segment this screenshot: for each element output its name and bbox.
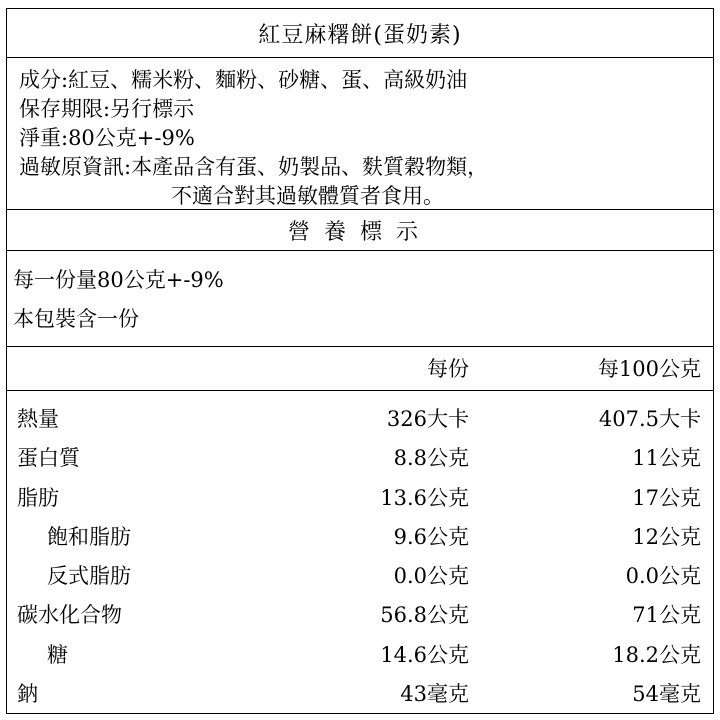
nutrient-name: 脂肪 (17, 485, 59, 510)
nutrition-heading: 營養標示 (7, 210, 713, 251)
nutrient-name: 反式脂肪 (47, 564, 131, 589)
shelf-life: 保存期限:另行標示 (19, 97, 195, 121)
per-100g-value: 0.0公克 (625, 564, 701, 589)
table-row (7, 521, 713, 560)
nutrition-table-header (7, 347, 713, 391)
table-row (7, 403, 713, 442)
serving-info (7, 251, 713, 347)
per-100g-value: 17公克 (632, 485, 701, 510)
per-100g-value: 18.2公克 (612, 642, 701, 667)
per-100g-value: 11公克 (632, 446, 701, 471)
servings-per-pack: 本包裝含一份 (13, 307, 139, 331)
nutrient-name: 熱量 (17, 407, 59, 431)
per-serving-value: 56.8公克 (380, 603, 469, 628)
nutrient-name: 鈉 (17, 682, 38, 707)
table-row (7, 639, 713, 678)
nutrition-table (7, 391, 713, 717)
product-title: 紅豆麻糬餅(蛋奶素) (7, 9, 713, 58)
nutrition-label (6, 8, 714, 714)
nutrient-name: 飽和脂肪 (47, 524, 131, 549)
nutrient-name: 蛋白質 (17, 446, 80, 471)
table-row (7, 678, 713, 717)
per-100g-value: 12公克 (632, 524, 701, 549)
allergen-info-cont: 不適合對其過敏體質者食用。 (171, 184, 444, 208)
nutrient-name: 糖 (47, 642, 68, 667)
table-row (7, 482, 713, 521)
per-serving-value: 13.6公克 (380, 485, 469, 510)
ingredients: 成分:紅豆、糯米粉、麵粉、砂糖、蛋、高級奶油 (19, 68, 468, 92)
col-per-100g: 每100公克 (597, 357, 701, 381)
per-100g-value: 407.5大卡 (598, 407, 701, 431)
table-row (7, 442, 713, 481)
serving-size: 每一份量80公克+-9% (13, 268, 224, 292)
per-serving-value: 326大卡 (386, 407, 469, 431)
product-info (7, 58, 713, 210)
per-serving-value: 0.0公克 (393, 564, 469, 589)
per-serving-value: 9.6公克 (393, 524, 469, 549)
table-row (7, 560, 713, 599)
nutrient-name: 碳水化合物 (17, 603, 122, 628)
table-row (7, 599, 713, 638)
per-100g-value: 71公克 (632, 603, 701, 628)
net-weight: 淨重:80公克+-9% (19, 126, 195, 150)
per-serving-value: 43毫克 (400, 682, 469, 707)
allergen-info: 過敏原資訊:本產品含有蛋、奶製品、麩質穀物類， (19, 155, 489, 179)
col-per-serving: 每份 (427, 357, 469, 381)
per-serving-value: 14.6公克 (380, 642, 469, 667)
per-serving-value: 8.8公克 (393, 446, 469, 471)
per-100g-value: 54毫克 (632, 682, 701, 707)
